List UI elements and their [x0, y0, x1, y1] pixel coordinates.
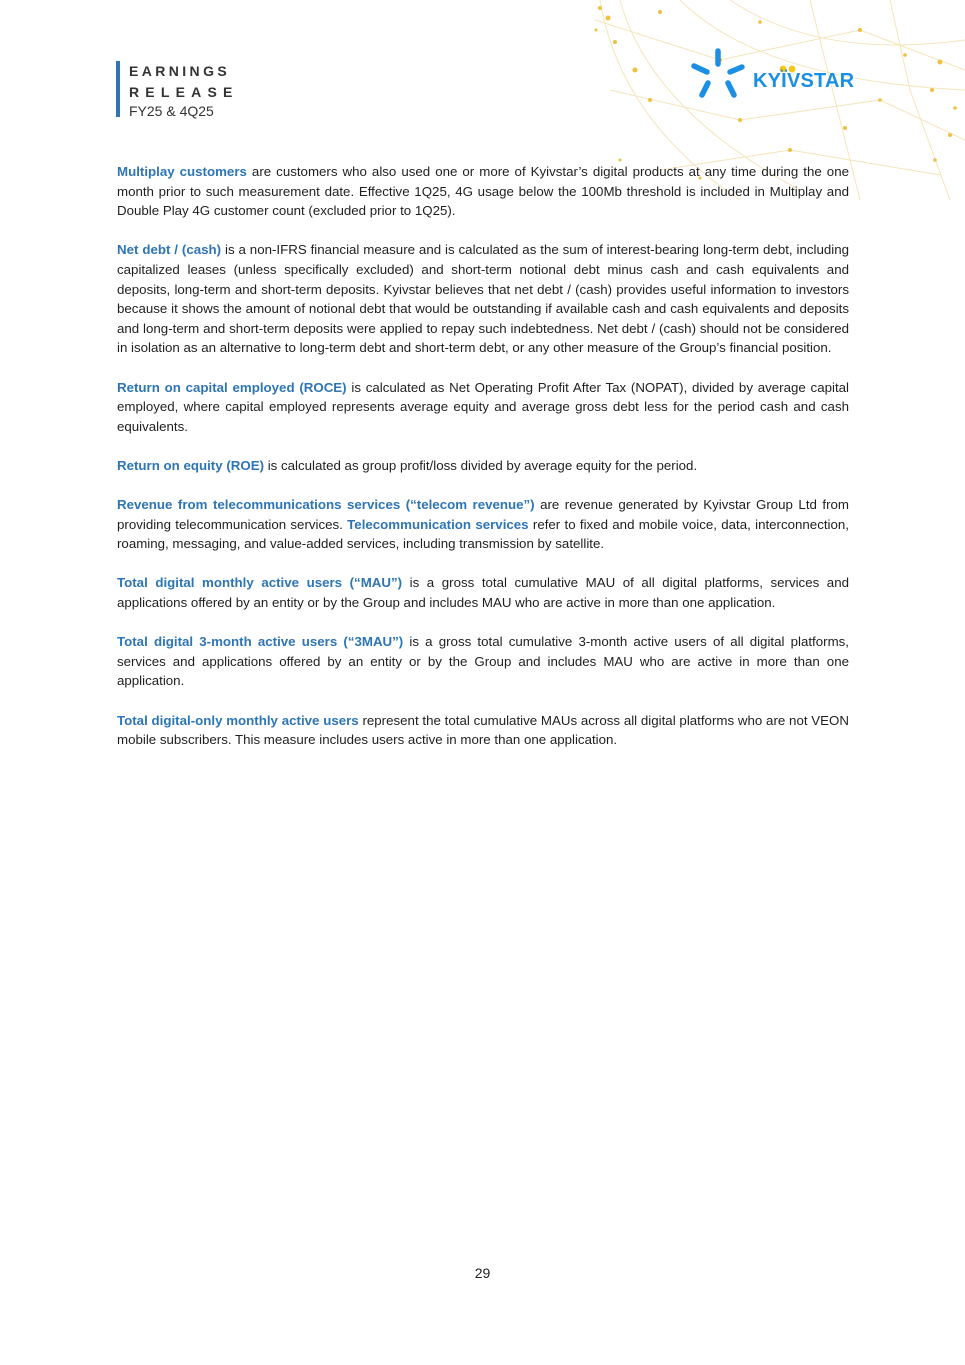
definition-text: is calculated as group profit/loss divided by average equity for the period.: [264, 457, 698, 473]
header-period: FY25 & 4Q25: [129, 103, 214, 119]
definitions-section: [117, 162, 849, 769]
definition-telecom-revenue: [117, 495, 849, 554]
definition-text: is a gross total cumulative 3-month active users of all digital platforms, services and applications offered by an entity or by the Group and includes MAU who are active in more than one application.: [117, 634, 849, 689]
definition-text: represent the total cumulative MAUs across all digital platforms who are not VEON mobile subscribers. This measure includes users active in more than one application.: [117, 712, 849, 748]
definition-term: Total digital 3-month active users (“3MAU”): [117, 634, 404, 650]
definition-term: Multiplay customers: [117, 164, 247, 179]
definition-text: is calculated as Net Operating Profit After Tax (NOPAT), divided by average capital employed, where capital employed represents average equity and average gross debt less for the period cash and cash equivalents.: [117, 379, 849, 434]
definition-term: Revenue from telecommunications services (“telecom revenue”): [117, 497, 535, 513]
logo-wordmark: KYÏVSTAR: [753, 70, 855, 92]
definition-mau: [117, 573, 849, 612]
definition-text-secondary: refer to fixed and mobile voice, data, interconnection, roaming, messaging, and value-added services, including transmission by satellite.: [117, 516, 849, 552]
page-number: 29: [474, 1265, 491, 1281]
definition-term-secondary: Telecommunication services: [347, 516, 529, 532]
definition-digital-only-mau: [117, 711, 849, 750]
kyivstar-logo: [690, 46, 862, 104]
definition-term: Total digital monthly active users (“MAU”): [117, 575, 403, 591]
definition-roe: [117, 456, 849, 476]
definition-3mau: [117, 632, 849, 691]
kyivstar-logo-icon: [690, 46, 750, 104]
definition-text: are customers who also used one or more of Kyivstar’s digital products at any time during the one month prior to such measurement date. Effective 1Q25, 4G usage below the 100Mb threshold is included in Multiplay and Double Play 4G customer count (excluded prior to 1Q25).: [117, 164, 849, 219]
definition-text: is a non-IFRS financial measure and is calculated as the sum of interest-bearing long-term debt, including capitalized leases (unless specifically excluded) and short-term notional debt minus cash and cash equivalents and deposits, long-term and short-term deposits. Kyivstar believes that net debt / (cash) provides useful information to investors because it shows the amount of notional debt that would be outstanding if available cash and cash equivalents and deposits and long-term and short-term deposits were applied to repay such indebtedness. Net debt / (cash) should not be considered in isolation as an alternative to long-term debt and short-term debt, or any other measure of the Group’s financial position.: [117, 242, 849, 356]
definition-text: is a gross total cumulative MAU of all digital platforms, services and applications offered by an entity or by the Group and includes MAU who are active in more than one application.: [117, 575, 849, 611]
definition-term: Return on equity (ROE): [117, 457, 264, 473]
definition-term: Total digital-only monthly active users: [117, 712, 359, 728]
header-title-line1: EARNINGS: [129, 63, 231, 79]
header-title-line2: RELEASE: [129, 84, 239, 100]
definition-text: are revenue generated by Kyivstar Group Ltd from providing telecommunication services.: [117, 497, 849, 532]
definition-roce: [117, 378, 849, 437]
definition-net-debt: [117, 240, 849, 358]
report-header: [116, 61, 239, 117]
definition-multiplay: [117, 162, 849, 221]
definition-term: Net debt / (cash): [117, 242, 222, 258]
definition-term: Return on capital employed (ROCE): [117, 379, 347, 395]
